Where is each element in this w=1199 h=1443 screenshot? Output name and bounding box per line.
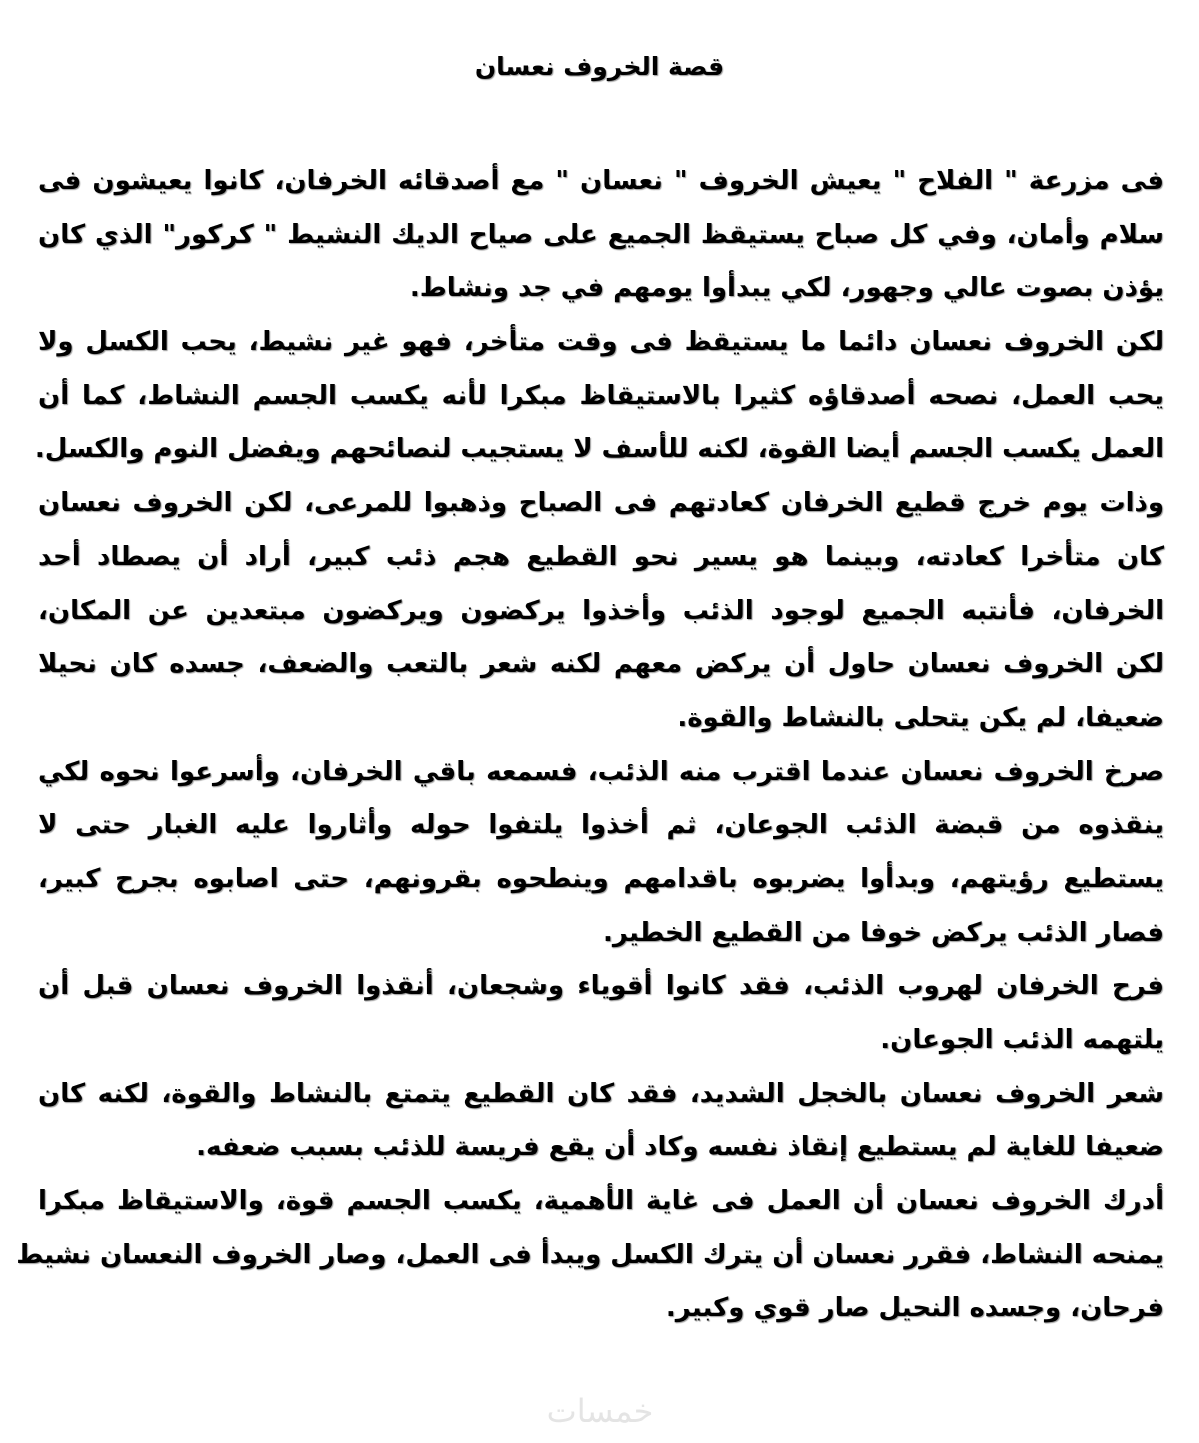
story-line: يلتهمه الذئب الجوعان.	[880, 1025, 1164, 1055]
story-line: لكن الخروف نعسان دائما ما يستيقظ فى وقت متأخر، فهو غير نشيط، يحب الكسل ولا	[38, 327, 1164, 358]
story-line: يستطيع رؤيتهم، وبدأوا يضربوه باقدامهم وينطحوه بقرونهم، حتى اصابوه بجرح كبير،	[38, 863, 1164, 894]
story-line: لكن الخروف نعسان حاول أن يركض معهم لكنه شعر بالتعب والضعف، جسده كان نحيلا	[38, 649, 1164, 680]
story-line: ينقذوه من قبضة الذئب الجوعان، ثم أخذوا يلتفوا حوله وأثاروا عليه الغبار حتى لا	[38, 810, 1164, 841]
story-line: فى مزرعة " الفلاح " يعيش الخروف " نعسان " مع أصدقائه الخرفان، كانوا يعيشون فى	[38, 166, 1164, 196]
story-line: ضعيفا للغاية لم يستطيع إنقاذ نفسه وكاد أن يقع فريسة للذئب بسبب ضعفه.	[196, 1132, 1164, 1163]
story-line: شعر الخروف نعسان بالخجل الشديد، فقد كان القطيع يتمتع بالنشاط والقوة، لكنه كان	[38, 1078, 1164, 1109]
story-line: يؤذن بصوت عالي وجهور، لكي يبدأوا يومهم في جد ونشاط.	[409, 273, 1164, 304]
story-line: فرح الخرفان لهروب الذئب، فقد كانوا أقوياء وشجعان، أنقذوا الخروف نعسان قبل أن	[38, 971, 1164, 1002]
story-line: الخرفان، فأنتبه الجميع لوجود الذئب وأخذوا يركضون ويركضون مبتعدين عن المكان،	[38, 595, 1164, 626]
story-line: صرخ الخروف نعسان عندما اقترب منه الذئب، فسمعه باقي الخرفان، وأسرعوا نحوه لكي	[38, 756, 1164, 787]
story-body	[16, 155, 1164, 1336]
story-line: كان متأخرا كعادته، وبينما هو يسير نحو القطيع هجم ذئب كبير، أراد أن يصطاد أحد	[38, 541, 1164, 572]
story-line: ضعيفا، لم يكن يتحلى بالنشاط والقوة.	[677, 702, 1164, 733]
story-line: العمل يكسب الجسم أيضا القوة، لكنه للأسف لا يستجيب لنصائحهم ويفضل النوم والكسل.	[34, 434, 1164, 465]
story-line: فرحان، وجسده النحيل صار قوي وكبير.	[665, 1293, 1164, 1324]
story-line: فصار الذئب يركض خوفا من القطيع الخطير.	[602, 917, 1164, 948]
watermark-logo: خمسات	[546, 1392, 654, 1430]
story-title: قصة الخروف نعسان	[474, 52, 725, 81]
story-line: أدرك الخروف نعسان أن العمل فى غاية الأهمية، يكسب الجسم قوة، والاستيقاظ مبكرا	[38, 1186, 1164, 1217]
story-line: وذات يوم خرج قطيع الخرفان كعادتهم فى الصباح وذهبوا للمرعى، لكن الخروف نعسان	[38, 488, 1164, 519]
story-line: سلام وأمان، وفي كل صباح يستيقظ الجميع على صياح الديك النشيط " كركور" الذي كان	[38, 219, 1164, 250]
story-line: يمنحه النشاط، فقرر نعسان أن يترك الكسل ويبدأ فى العمل، وصار الخروف النعسان نشيط	[16, 1239, 1164, 1270]
story-line: يحب العمل، نصحه أصدقاؤه كثيرا بالاستيقاظ مبكرا لأنه يكسب الجسم النشاط، كما أن	[38, 380, 1164, 411]
